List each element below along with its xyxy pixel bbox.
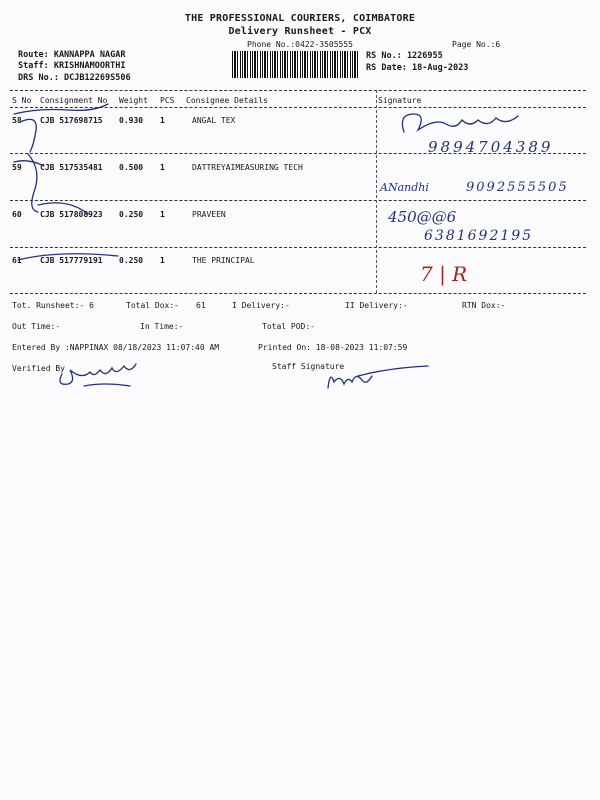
row-sno: 58 — [12, 116, 22, 125]
handwritten-code: 450@@6 — [388, 208, 457, 226]
row-consignee: DATTREYAIMEASURING TECH — [192, 163, 303, 172]
i-delivery: I Delivery:- — [232, 301, 290, 310]
company-name: THE PROFESSIONAL COURIERS, COIMBATORE — [184, 13, 416, 24]
row-consignment: CJB 517698715 — [40, 116, 103, 125]
pen-strike-marks — [8, 100, 128, 275]
page-number: Page No.:6 — [452, 40, 501, 49]
row-pcs: 1 — [160, 163, 165, 172]
row-consignee: THE PRINCIPAL — [192, 256, 255, 265]
row-consignment: CJB 517779191 — [40, 256, 103, 265]
phone-number: Phone No.:0422-3505555 — [247, 40, 353, 49]
col-weight: Weight — [119, 96, 148, 105]
signature-scribble — [396, 108, 526, 138]
document-title: Delivery Runsheet - PCX — [228, 26, 372, 37]
in-time: In Time:- — [140, 322, 184, 331]
handwritten-phone: 9894704389 — [428, 138, 554, 156]
total-dox-label: Total Dox:- — [126, 301, 179, 310]
total-runsheet: Tot. Runsheet:- 6 — [12, 301, 94, 310]
row-weight: 0.500 — [119, 163, 144, 172]
row-consignee: ANGAL TEX — [192, 116, 236, 125]
row-consignment: CJB 517535481 — [40, 163, 103, 172]
out-time: Out Time:- — [12, 322, 61, 331]
rs-number: RS No.: 1226955 — [366, 51, 443, 61]
route-label: Route: KANNAPPA NAGAR — [18, 50, 126, 60]
table-bottom-divider — [10, 293, 586, 294]
row-weight: 0.250 — [119, 210, 144, 219]
col-pcs: PCS — [160, 96, 175, 105]
row-consignment: CJB 517808923 — [40, 210, 103, 219]
row-weight: 0.250 — [119, 256, 144, 265]
staff-label: Staff: KRISHNAMOORTHI — [18, 61, 126, 71]
staff-signature-label: Staff Signature — [272, 362, 345, 371]
row-weight: 0.930 — [119, 116, 144, 125]
rtn-dox: RTN Dox:- — [462, 301, 506, 310]
handwritten-mark: 7 | R — [420, 262, 468, 286]
table-top-divider — [10, 90, 586, 91]
row-pcs: 1 — [160, 116, 165, 125]
drs-number: DRS No.: DCJB12269S506 — [18, 73, 131, 83]
total-pod: Total POD:- — [262, 322, 315, 331]
col-consignee: Consignee Details — [186, 96, 268, 105]
signature-column-divider — [376, 90, 377, 293]
row-sno: 60 — [12, 210, 22, 219]
row-sno: 59 — [12, 163, 22, 172]
verified-signature — [54, 356, 144, 390]
handwritten-name: ANandhi — [380, 181, 429, 194]
total-dox-value: 61 — [196, 301, 206, 310]
ii-delivery: II Delivery:- — [345, 301, 408, 310]
row-sno: 61 — [12, 256, 22, 265]
col-consignment: Consignment No — [40, 96, 108, 105]
verified-by-label: Verified By — [12, 364, 65, 373]
printed-on: Printed On: 18-08-2023 11:07:59 — [258, 343, 408, 352]
col-signature: Signature — [378, 96, 422, 105]
entered-by: Entered By :NAPPINAX 08/18/2023 11:07:40 AM — [12, 343, 220, 352]
col-sno: S No — [12, 96, 32, 105]
handwritten-phone: 9092555505 — [466, 180, 569, 195]
handwritten-phone: 6381692195 — [424, 228, 534, 244]
barcode-image — [232, 51, 360, 78]
row-pcs: 1 — [160, 210, 165, 219]
row-pcs: 1 — [160, 256, 165, 265]
staff-signature — [318, 362, 438, 392]
row-consignee: PRAVEEN — [192, 210, 226, 219]
rs-date: RS Date: 18-Aug-2023 — [366, 63, 469, 73]
